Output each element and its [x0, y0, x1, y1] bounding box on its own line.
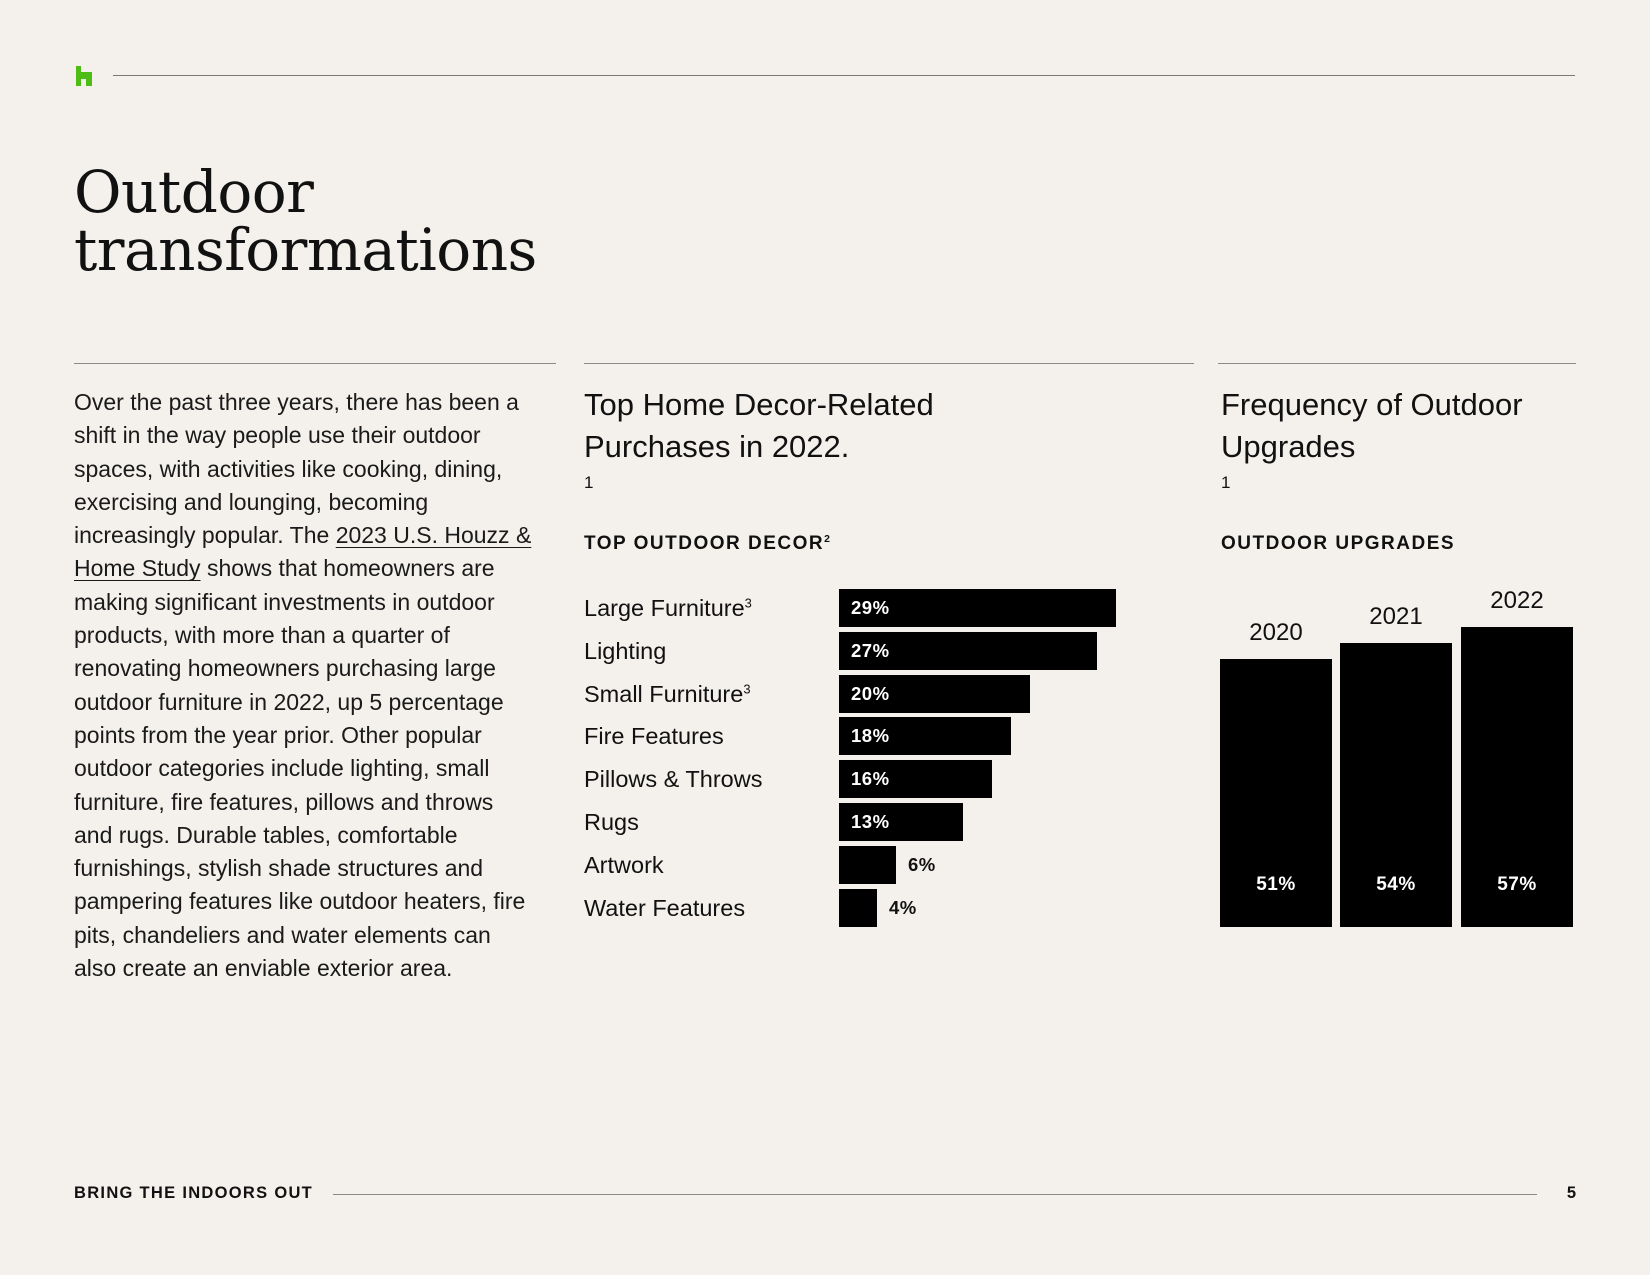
top-outdoor-decor-footnote: 2	[824, 534, 832, 546]
upgrades-chart-heading-line-2: Upgrades	[1221, 429, 1356, 464]
decor-chart-heading-line-1: Top Home Decor-Related	[584, 387, 934, 422]
data-label: 27%	[851, 639, 890, 661]
tick-label: 2021	[1369, 603, 1423, 630]
data-label: 54%	[1376, 874, 1416, 895]
data-label: 18%	[851, 725, 890, 747]
header-divider	[113, 75, 1575, 76]
decor-chart-heading	[584, 384, 934, 510]
page-number: 5	[1566, 1184, 1576, 1202]
top-outdoor-decor-label-text: TOP OUTDOOR DECOR	[584, 533, 825, 554]
category-label: Artwork	[584, 851, 664, 878]
category-label: Pillows & Throws	[584, 766, 763, 793]
data-label: 4%	[889, 896, 917, 918]
top-outdoor-decor-label	[584, 533, 831, 555]
category-label: Fire Features	[584, 723, 724, 750]
column-divider-left	[74, 363, 556, 364]
data-label: 6%	[908, 853, 936, 875]
body-text-part-2: shows that homeowners are making significant investments in outdoor products, with more than a quarter of renovating homeowners purchasing large outdoor furniture in 2022, up 5 percentage points from the year prior. Other popular outdoor categories include lighting, small furniture, fire features, pillows and throws and rugs. Durable tables, comfortable furnishings, stylish shade structures and pampering features like outdoor heaters, fire pits, chandeliers and water elements can also create an enviable exterior area.	[74, 555, 526, 982]
upgrades-chart-heading-footnote: 1	[1221, 472, 1231, 492]
data-label: 57%	[1497, 874, 1537, 895]
category-label: Large Furniture$^3$	[584, 595, 752, 621]
column-divider-middle	[584, 363, 1194, 364]
footer-section-label: BRING THE INDOORS OUT	[74, 1184, 314, 1202]
outdoor-upgrades-label: OUTDOOR UPGRADES	[1221, 533, 1456, 554]
houzz-home-study-link[interactable]: 2023 U.S. Houzz & Home Study	[74, 522, 532, 582]
upgrades-chart-heading	[1221, 384, 1523, 510]
decor-chart-heading-footnote: 1	[584, 472, 594, 492]
data-label: 20%	[851, 682, 890, 704]
data-label: 13%	[851, 811, 890, 832]
data-label: 29%	[851, 597, 890, 618]
category-label: Rugs	[584, 809, 639, 835]
data-label: 51%	[1256, 874, 1296, 895]
data-label: 16%	[851, 768, 890, 790]
decor-chart-heading-line-2: Purchases in 2022.	[584, 429, 850, 464]
category-label: Small Furniture$^3$	[584, 680, 751, 707]
bar	[839, 889, 877, 927]
page-title-line-2: transformations	[74, 216, 537, 284]
bar	[839, 846, 896, 884]
page-title	[74, 158, 537, 284]
category-label: Lighting	[584, 637, 667, 664]
column-divider-right	[1218, 363, 1576, 364]
upgrades-chart-heading-line-1: Frequency of Outdoor	[1221, 387, 1523, 422]
footer-divider	[333, 1194, 1537, 1195]
page-title-line-1: Outdoor	[74, 158, 314, 226]
houzz-logo-icon	[74, 66, 94, 86]
category-label: Water Features	[584, 894, 746, 921]
tick-label: 2022	[1490, 587, 1544, 614]
tick-label: 2020	[1249, 619, 1303, 646]
body-text-part-1: Over the past three years, there has been a shift in the way people use their outdoor spaces, with activities like cooking, dining, exercising and lounging, becoming increasingly popular. The	[74, 389, 519, 549]
body-paragraph	[74, 386, 534, 985]
